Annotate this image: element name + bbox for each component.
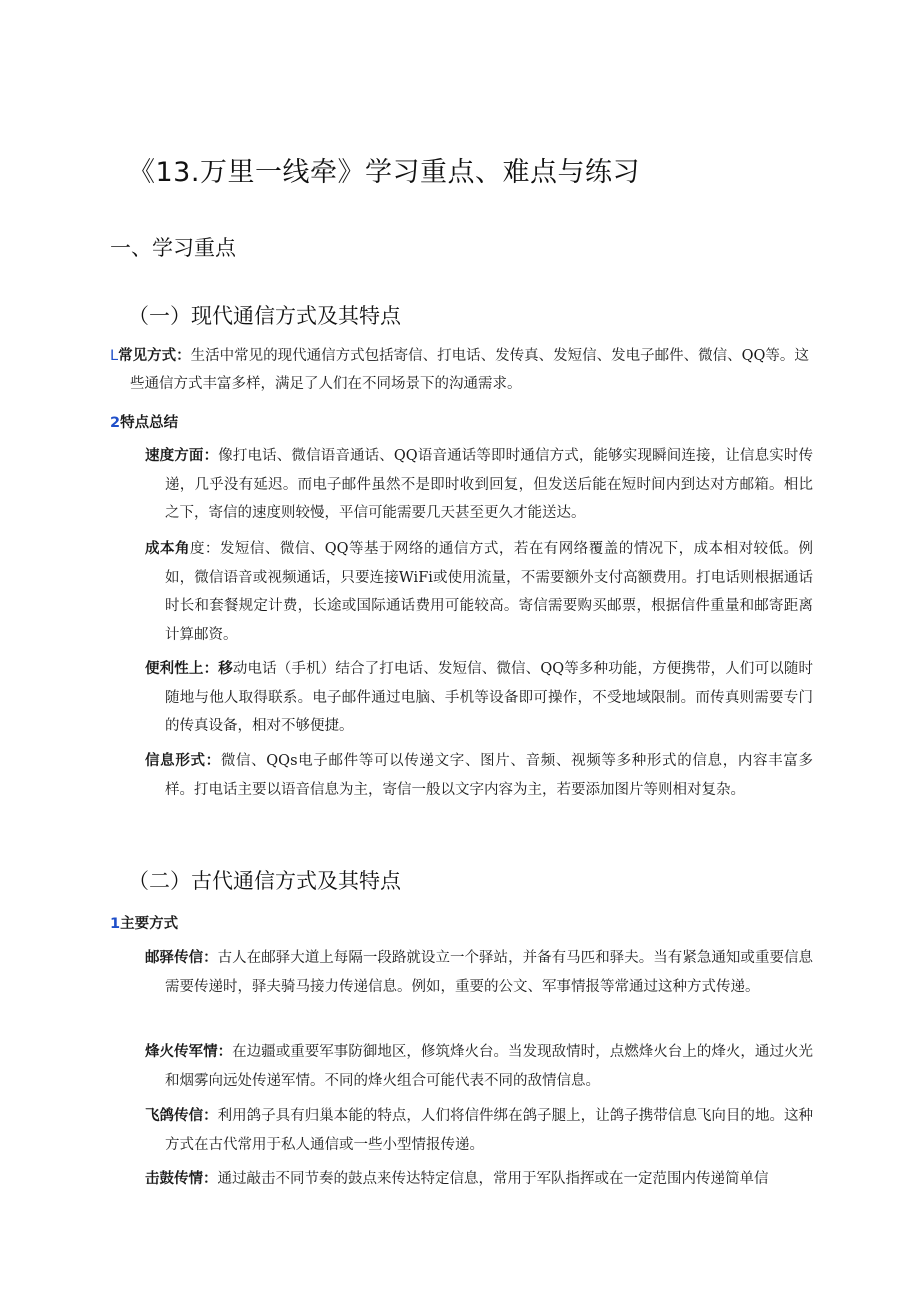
- item-label: 常见方式：: [118, 348, 191, 364]
- list-number: 2: [110, 415, 121, 431]
- point-text: 在边疆或重要军事防御地区，修筑烽火台。当发现敌情时，点燃烽火台上的烽火，通过火光和烟雾向远处传递军情。不同的烽火组合可能代表不同的敌情信息。: [165, 1044, 814, 1089]
- point-label: 信息形式：: [145, 753, 221, 769]
- list-item-main-methods: [110, 910, 178, 938]
- point-post-relay: [145, 944, 813, 1001]
- item-label: 主要方式: [120, 916, 179, 932]
- point-beacon-fire: [145, 1038, 813, 1095]
- section-heading-key-points: 一、学习重点: [110, 236, 236, 260]
- document-title: 《13.万里一线牵》学习重点、难点与练习: [128, 157, 640, 188]
- point-label: 击鼓传情：: [145, 1171, 218, 1187]
- point-text: 微信、QQs电子邮件等可以传递文字、图片、音频、视频等多种形式的信息，内容丰富多样。打电话主要以语音信息为主，寄信一般以文字内容为主，若要添加图片等则相对复杂。: [165, 753, 813, 798]
- point-text: 度：发短信、微信、QQ等基于网络的通信方式，若在有网络覆盖的情况下，成本相对较低。例如，微信语音或视频通话，只要连接WiFi或使用流量，不需要额外支付高额费用。打电话则根据通话时长和套餐规定计费，长途或国际通话费用可能较高。寄信需要购买邮票，根据信件重量和邮寄距离计算邮资。: [165, 541, 813, 643]
- point-info-form: [145, 747, 813, 804]
- point-label: 烽火传军情：: [145, 1044, 233, 1060]
- point-label: 飞鸽传信：: [145, 1108, 218, 1124]
- list-item-common-methods: [110, 342, 815, 398]
- point-text: 像打电话、微信语音通话、QQ语音通话等即时通信方式，能够实现瞬间连接，让信息实时传递，几乎没有延迟。而电子邮件虽然不是即时收到回复，但发送后能在短时间内到达对方邮箱。相比之下，寄信的速度则较慢，平信可能需要几天甚至更久才能送达。: [165, 448, 814, 521]
- point-text: 利用鸽子具有归巢本能的特点，人们将信件绑在鸽子腿上，让鸽子携带信息飞向目的地。这种方式在古代常用于私人通信或一些小型情报传递。: [165, 1108, 814, 1153]
- list-number: 1: [110, 916, 121, 932]
- point-text: 动电话（手机）结合了打电话、发短信、微信、QQ等多种功能，方便携带，人们可以随时随地与他人取得联系。电子邮件通过电脑、手机等设备即可操作，不受地域限制。而传真则需要专门的传真设备，相对不够便捷。: [165, 661, 814, 734]
- point-text: 通过敲击不同节奏的鼓点来传达特定信息，常用于军队指挥或在一定范围内传递简单信: [217, 1171, 769, 1187]
- item-text: 生活中常见的现代通信方式包括寄信、打电话、发传真、发短信、发电子邮件、微信、QQ等。这些通信方式丰富多样，满足了人们在不同场景下的沟通需求。: [130, 348, 809, 392]
- point-speed: [145, 442, 813, 528]
- point-label: 成本角: [145, 541, 190, 557]
- point-convenience: [145, 655, 813, 741]
- list-number: L: [110, 348, 119, 364]
- point-label: 速度方面：: [145, 448, 219, 464]
- point-label: 便利性上：移: [145, 661, 233, 677]
- point-carrier-pigeon: [145, 1102, 813, 1159]
- point-label: 邮驿传信：: [145, 950, 218, 966]
- list-item-feature-summary: [110, 409, 178, 437]
- subsection-heading-modern: （一）现代通信方式及其特点: [128, 304, 401, 328]
- point-cost: [145, 535, 813, 649]
- subsection-heading-ancient: （二）古代通信方式及其特点: [128, 869, 401, 893]
- point-text: 古人在邮驿大道上每隔一段路就设立一个驿站，并备有马匹和驿夫。当有紧急通知或重要信息需要传递时，驿夫骑马接力传递信息。例如，重要的公文、军事情报等常通过这种方式传递。: [165, 950, 814, 995]
- item-label: 特点总结: [120, 415, 179, 431]
- point-drum-signal: [145, 1165, 813, 1194]
